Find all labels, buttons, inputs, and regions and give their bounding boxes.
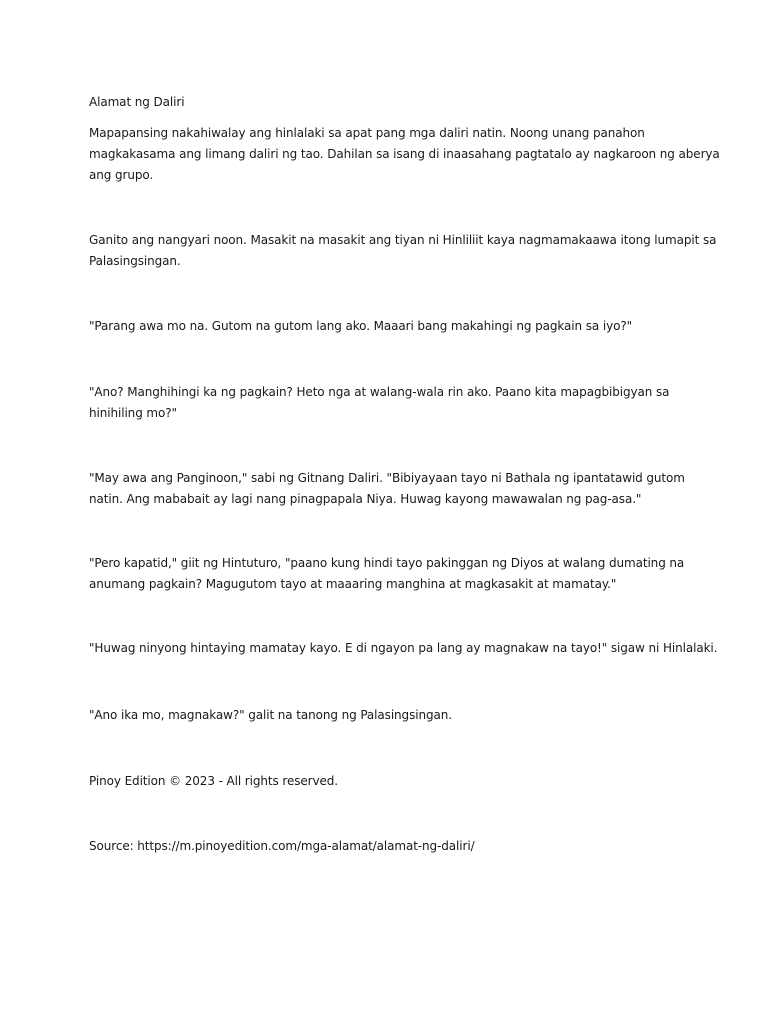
paragraph-line: Palasingsingan. [89, 254, 181, 268]
paragraph-line: natin. Ang mababait ay lagi nang pinagpapala Niya. Huwag kayong mawawalan ng pag-asa." [89, 492, 642, 506]
copyright-line: Pinoy Edition © 2023 - All rights reserved. [89, 774, 339, 788]
paragraph-line: "Ano? Manghihingi ka ng pagkain? Heto nga at walang-wala rin ako. Paano kita mapagbibigyan sa [89, 385, 670, 399]
paragraph-line: "Parang awa mo na. Gutom na gutom lang ako. Maaari bang makahingi ng pagkain sa iyo?" [89, 319, 633, 333]
paragraph-line: "Ano ika mo, magnakaw?" galit na tanong ng Palasingsingan. [89, 708, 452, 722]
paragraph-line: anumang pagkain? Magugutom tayo at maaaring manghina at magkasakit at mamatay." [89, 577, 617, 591]
paragraph-line: ang grupo. [89, 168, 154, 182]
paragraph-line: "Pero kapatid," giit ng Hintuturo, "paano kung hindi tayo pakinggan ng Diyos at walang dumating na [89, 556, 685, 570]
paragraph-line: "Huwag ninyong hintaying mamatay kayo. E di ngayon pa lang ay magnakaw na tayo!" sigaw ni Hinlalaki. [89, 641, 718, 655]
paragraph-line: Ganito ang nangyari noon. Masakit na masakit ang tiyan ni Hinliliit kaya nagmamakaawa itong lumapit sa [89, 233, 717, 247]
paragraph-line: Mapapansing nakahiwalay ang hinlalaki sa apat pang mga daliri natin. Noong unang panahon [89, 126, 645, 140]
paragraph-line: hinihiling mo?" [89, 406, 177, 420]
paragraph-line: "May awa ang Panginoon," sabi ng Gitnang Daliri. "Bibiyayaan tayo ni Bathala ng ipantatawid gutom [89, 471, 685, 485]
document-title: Alamat ng Daliri [89, 95, 185, 109]
paragraph-line: magkakasama ang limang daliri ng tao. Dahilan sa isang di inaasahang pagtatalo ay nagkaroon ng aberya [89, 147, 720, 161]
source-line: Source: https://m.pinoyedition.com/mga-alamat/alamat-ng-daliri/ [89, 839, 475, 853]
